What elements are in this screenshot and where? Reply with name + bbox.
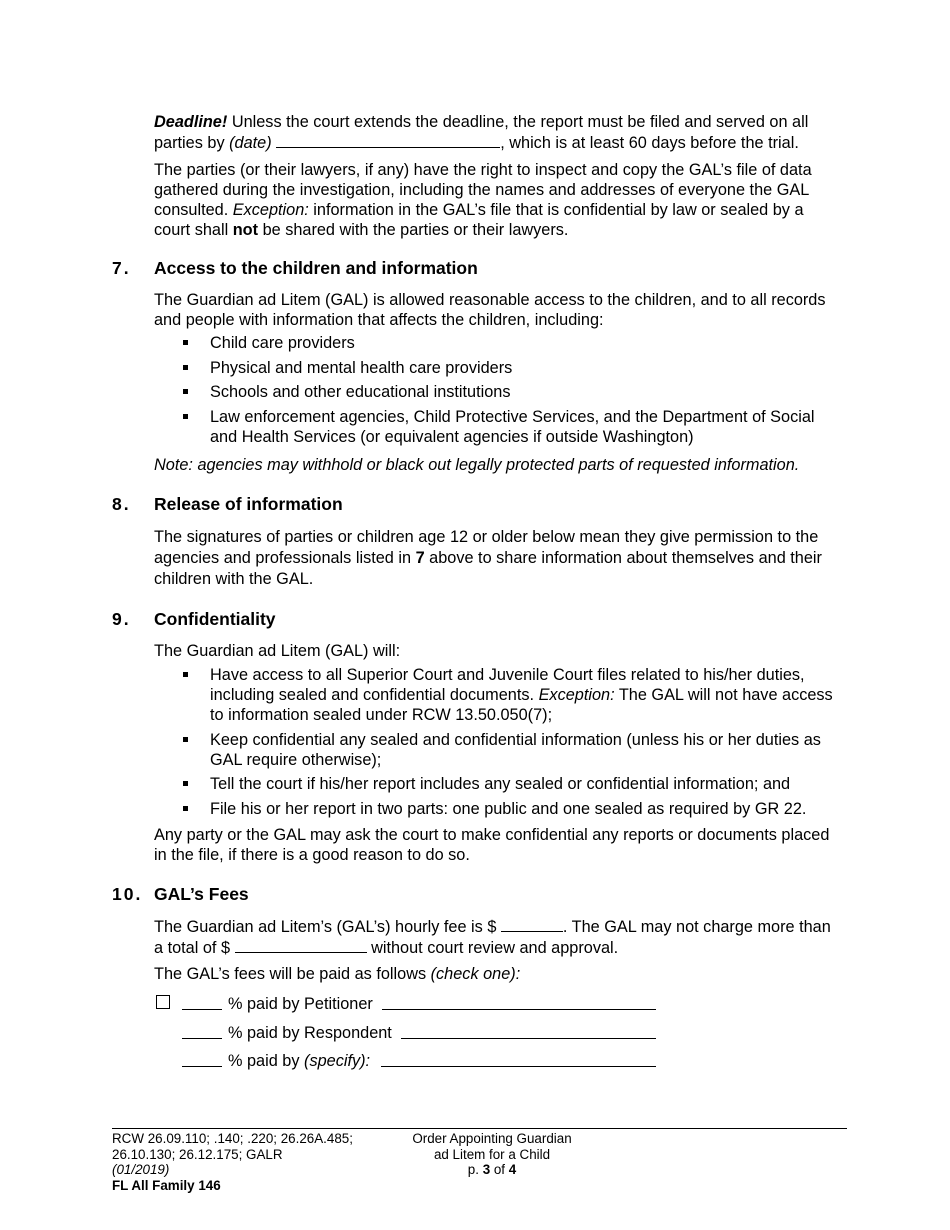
fee-row-respondent: % paid by Respondent [154, 1023, 674, 1045]
date-label: (date) [229, 134, 272, 152]
form-number: FL All Family 146 [112, 1177, 221, 1193]
section-7-intro: The Guardian ad Litem (GAL) is allowed reasonable access to the children, and to all records and people with information that affects the children, including: [154, 291, 826, 329]
exception-label: Exception: [232, 201, 309, 219]
section-7-title: Access to the children and information [154, 258, 478, 278]
section-10-title: GAL’s Fees [154, 884, 249, 904]
total-fee-field[interactable] [235, 937, 367, 953]
respondent-name-field[interactable] [401, 1023, 656, 1039]
list-item: Physical and mental health care providers [154, 358, 844, 378]
fee-split-checkbox[interactable] [156, 995, 170, 1009]
section-8-paragraph: The signatures of parties or children age 12 or older below mean they give permission to the agencies and professionals listed in 7 above to share information about themselves and their children with the GAL. [154, 528, 822, 588]
fee-payment-intro: The GAL’s fees will be paid as follows (check one): [154, 965, 521, 983]
list-item: Have access to all Superior Court and Juvenile Court files related to his/her duties, including sealed and confidential documents. Exception: The GAL will not have access to information sealed under RCW 13.50.050(7); [154, 665, 844, 725]
list-item: Keep confidential any sealed and confidential information (unless his or her duties as GAL require otherwise); [154, 730, 844, 770]
section-9-title: Confidentiality [154, 609, 276, 629]
form-title-line-2: ad Litem for a Child [433, 1146, 551, 1162]
footer-center [383, 1131, 601, 1178]
specify-name-field[interactable] [381, 1051, 656, 1067]
fee-row-petitioner: % paid by Petitioner [154, 994, 674, 1016]
section-9-list [154, 665, 844, 823]
page-number: p. 3 of 4 [467, 1162, 517, 1177]
section-9-intro: The Guardian ad Litem (GAL) will: [154, 642, 401, 660]
footer-divider [112, 1128, 847, 1129]
petitioner-percent-field[interactable] [182, 994, 222, 1010]
section-9-number: 9. [112, 609, 131, 629]
fee-paragraph: The Guardian ad Litem’s (GAL’s) hourly fee is $ . The GAL may not charge more than a total of $ without court review and approval. [154, 918, 831, 957]
petitioner-name-field[interactable] [382, 994, 656, 1010]
section-9-closing: Any party or the GAL may ask the court to make confidential any reports or documents placed in the file, if there is a good reason to do so. [154, 826, 830, 864]
list-item: Schools and other educational institutions [154, 382, 844, 402]
fee-row-specify: % paid by (specify): [154, 1051, 674, 1073]
hourly-fee-field[interactable] [501, 916, 563, 932]
footer-left [112, 1131, 353, 1193]
inspection-paragraph: The parties (or their lawyers, if any) have the right to inspect and copy the GAL’s file of data gathered during the investigation, including the names and addresses of everyone the GAL consulted. Exception: information in the GAL’s file that is confidential by law or sealed by a court shall not be shared with the parties or their lawyers. [154, 161, 812, 239]
section-7-note: Note: agencies may withhold or black out legally protected parts of requested information. [154, 456, 800, 474]
section-8-number: 8. [112, 494, 131, 514]
deadline-date-field[interactable] [276, 132, 500, 148]
deadline-label: Deadline! [154, 113, 228, 131]
form-revision-date: (01/2019) [112, 1162, 170, 1177]
respondent-percent-field[interactable] [182, 1023, 222, 1039]
section-7-list [154, 333, 844, 451]
list-item: File his or her report in two parts: one public and one sealed as required by GR 22. [154, 799, 844, 819]
statute-citation-2: 26.10.130; 26.12.175; GALR [112, 1146, 283, 1162]
section-7-number: 7. [112, 258, 131, 278]
deadline-paragraph: Deadline! Unless the court extends the deadline, the report must be filed and served on all parties by (date) , which is at least 60 days before the trial. [154, 113, 809, 152]
list-item: Child care providers [154, 333, 844, 353]
section-8-title: Release of information [154, 494, 343, 514]
list-item: Tell the court if his/her report includes any sealed or confidential information; and [154, 774, 844, 794]
specify-percent-field[interactable] [182, 1051, 222, 1067]
list-item: Law enforcement agencies, Child Protective Services, and the Department of Social and Health Services (or equivalent agencies if outside Washington) [154, 407, 844, 447]
section-reference: 7 [415, 549, 425, 567]
statute-citation-1: RCW 26.09.110; .140; .220; 26.26A.485; [112, 1131, 353, 1146]
form-title-line-1: Order Appointing Guardian [412, 1131, 572, 1146]
section-10-number: 10. [112, 884, 143, 904]
